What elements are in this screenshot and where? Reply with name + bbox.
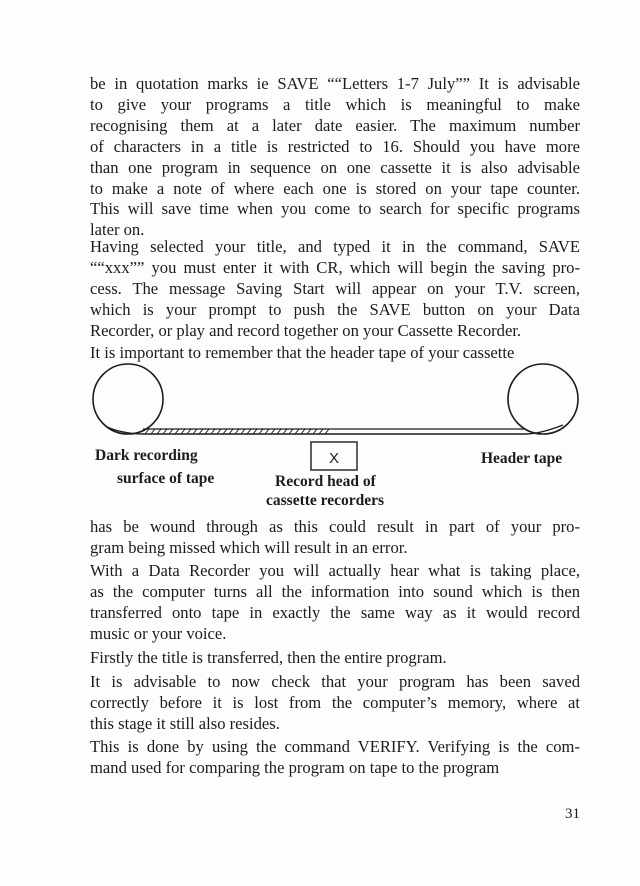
text-line: It is important to remember that the header tape of your cassette <box>90 343 515 362</box>
text-line: Recorder, or play and record together on your Cassette Recorder. <box>90 320 522 340</box>
text-line: cess. The message Saving Start will appear on your T.V. screen, <box>90 278 580 298</box>
dark-recording-label-line2: surface of tape <box>117 470 215 487</box>
text-line: of characters in a title is restricted to 16. Should you have more <box>90 136 580 156</box>
paragraph-check-saved <box>90 672 580 735</box>
paragraph-wound-through <box>90 517 580 559</box>
text-line: It is advisable to now check that your program has been saved <box>90 672 580 691</box>
page-number: 31 <box>565 806 580 822</box>
text-line: later on. <box>90 220 145 240</box>
record-head-label-line1: Record head of <box>275 473 376 490</box>
record-head-label-line2: cassette recorders <box>266 492 385 509</box>
paragraph-verify-command <box>90 737 580 779</box>
text-line: ““xxx”” you must enter it with CR, which will begin the saving pro- <box>90 257 580 277</box>
dark-recording-surface <box>145 429 329 434</box>
text-line: than one program in sequence on one cassette it is also advisable <box>90 157 580 177</box>
text-line: this stage it still also resides. <box>90 713 280 733</box>
record-head-mark: X <box>328 450 340 467</box>
text-line: be in quotation marks ie SAVE ““Letters 1-7 July”” It is advisable <box>90 74 580 93</box>
dark-recording-label-line1: Dark recording <box>95 447 198 464</box>
text-line: has be wound through as this could result in part of your pro- <box>90 517 580 536</box>
text-line: correctly before it is lost from the computer’s memory, where at <box>90 692 580 712</box>
text-line: recognising them at a later date easier. The maximum number <box>90 115 580 135</box>
text-line: to give your programs a title which is meaningful to make <box>90 94 580 114</box>
paragraph-quotation-marks <box>90 74 580 241</box>
text-line: music or your voice. <box>90 623 227 643</box>
text-line: This is done by using the command VERIFY. Verifying is the com- <box>90 737 580 756</box>
paragraph-firstly-title <box>90 648 580 669</box>
left-reel-icon <box>93 364 163 434</box>
text-line: to make a note of where each one is stored on your tape counter. <box>90 178 580 198</box>
text-line: as the computer turns all the information into sound which is then <box>90 581 580 601</box>
text-line: With a Data Recorder you will actually hear what is taking place, <box>90 561 580 580</box>
text-line: transferred onto tape in exactly the same way as it would record <box>90 602 580 622</box>
text-line: which is your prompt to push the SAVE button on your Data <box>90 299 580 319</box>
text-line: Firstly the title is transferred, then the entire program. <box>90 648 447 667</box>
text-line: gram being missed which will result in an error. <box>90 537 408 557</box>
paragraph-header-tape <box>90 343 580 364</box>
header-tape-label: Header tape <box>481 450 563 467</box>
cassette-tape-diagram <box>85 362 585 512</box>
paragraph-data-recorder <box>90 561 580 645</box>
paragraph-selected-title <box>90 237 580 342</box>
text-line: This will save time when you come to search for specific programs <box>90 199 580 219</box>
text-line: mand used for comparing the program on tape to the program <box>90 757 500 777</box>
right-reel-icon <box>508 364 578 434</box>
text-line: Having selected your title, and typed it in the command, SAVE <box>90 237 580 256</box>
